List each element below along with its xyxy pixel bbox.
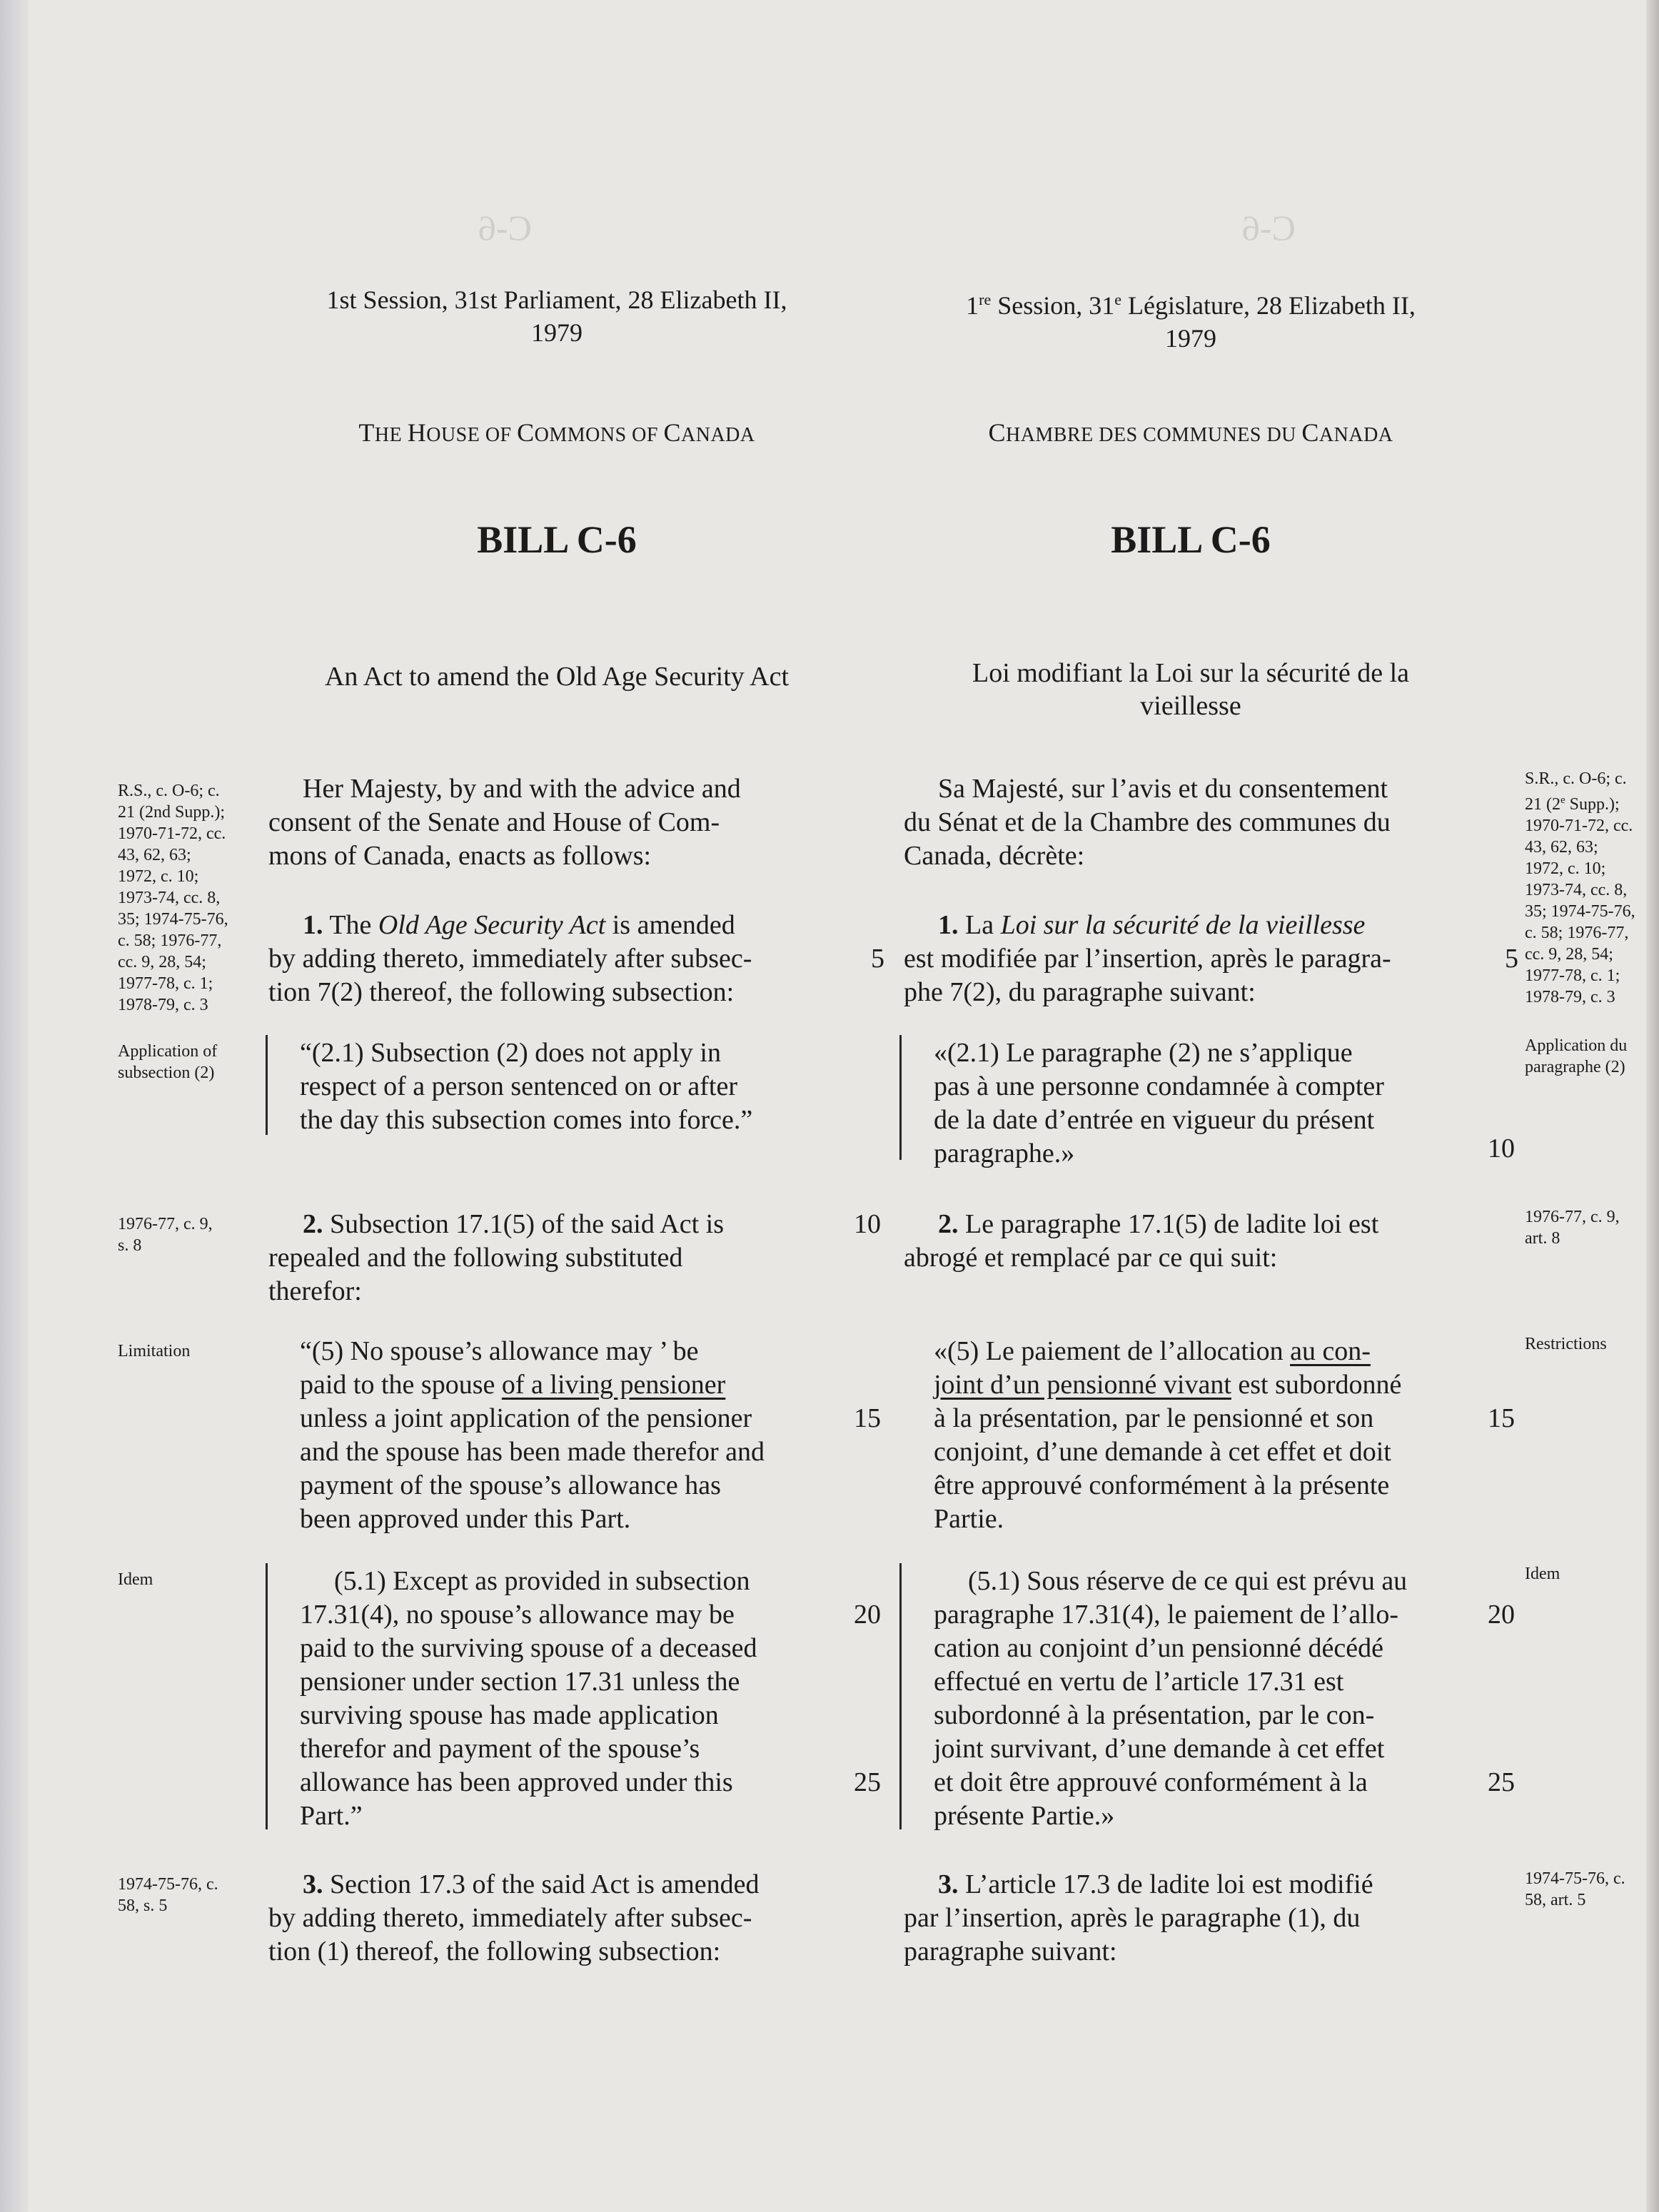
line-number-10: 10 [854, 1209, 881, 1239]
english-section-1: 1. The Old Age Security Act is amended by adding thereto, immediately after subsec- tion 7(2) thereof, the following subsection: [268, 910, 752, 1007]
margin-note-limitation: Limitation [118, 1342, 191, 1360]
line-number-25: 25 [1488, 1767, 1515, 1797]
show-through-text: C-6 [1242, 208, 1296, 248]
margin-note-1976: 1976-77, c. 9, s. 8 [118, 1215, 213, 1255]
margin-note-1974-fr: 1974-75-76, c. 58, art. 5 [1525, 1869, 1625, 1909]
line-number-15: 15 [1488, 1403, 1515, 1433]
french-session [905, 283, 1476, 355]
english-section-2: 2. Subsection 17.1(5) of the said Act is repealed and the following substituted therefor: [268, 1209, 724, 1306]
english-underlined-phrase: of a living pensioner [501, 1370, 726, 1400]
french-amendment-bar [899, 1035, 902, 1160]
french-enacting-clause: Sa Majesté, sur l’avis et du consentement du Sénat et de la Chambre des communes du Canada, décrète: [904, 774, 1391, 871]
english-subsection-5: “(5) No spouse’s allowance may ’ be paid to the spouse of a living pensioner unless a joint application of the pensioner and the spouse has been made therefor and payment of the spouse’s allowance has been approved under this Part. [300, 1336, 765, 1534]
french-amendment-bar [899, 1563, 902, 1829]
margin-note-restrictions: Restrictions [1525, 1335, 1607, 1353]
french-section-3: 3. L’article 17.3 de ladite loi est modifié par l’insertion, après le paragraphe (1), du paragraphe suivant: [904, 1869, 1373, 1966]
english-subsection-5-1: (5.1) Except as provided in subsection 17.31(4), no spouse’s allowance may be paid to the surviving spouse of a deceased pensioner under section 17.31 unless the surviving spouse has made application therefor and payment of the spouse’s allowance has been approved under this Part.” [300, 1566, 757, 1831]
french-subsection-5: «(5) Le paiement de l’allocation au con- joint d’un pensionné vivant est subordonné à la présentation, par le pensionné et son conjoint, d’une demande à cet effet et doit être approuvé conformément à la présente Partie. [934, 1336, 1402, 1534]
line-number-5: 5 [871, 944, 884, 974]
english-amendment-bar [266, 1035, 268, 1135]
margin-note-idem-fr: Idem [1525, 1565, 1560, 1583]
line-number-15: 15 [854, 1403, 881, 1433]
line-number-20: 20 [854, 1600, 881, 1630]
show-through-text: C-6 [478, 208, 532, 248]
french-bill-number: BILL C-6 [1111, 518, 1271, 561]
french-session-line1: 1re Session, 31e Législature, 28 Elizabeth II, [966, 291, 1416, 320]
french-section-1: 1. La Loi sur la sécurité de la vieillesse est modifiée par l’insertion, après le paragra- phe 7(2), du paragraphe suivant: [904, 910, 1391, 1007]
english-session-line1: 1st Session, 31st Parliament, 28 Elizabeth II, [326, 286, 787, 314]
french-subsection-2-1: «(2.1) Le paragraphe (2) ne s’applique pas à une personne condamnée à compter de la date d’entrée en vigueur du présent paragraphe.» [934, 1038, 1384, 1168]
english-bill-number: BILL C-6 [477, 518, 637, 561]
french-house-name: CHAMBRE DES COMMUNES DU CANADA [988, 418, 1393, 447]
margin-note-application: Application of subsection (2) [118, 1042, 218, 1082]
margin-note-idem: Idem [118, 1570, 153, 1589]
english-section-3: 3. Section 17.3 of the said Act is amended by adding thereto, immediately after subsec- tion (1) thereof, the following subsection: [268, 1869, 760, 1966]
english-subsection-2-1: “(2.1) Subsection (2) does not apply in respect of a person sentenced on or after the day this subsection comes into force.” [300, 1038, 753, 1135]
line-number-25: 25 [854, 1767, 881, 1797]
english-session-year: 1979 [531, 318, 583, 347]
margin-note-1974: 1974-75-76, c. 58, s. 5 [118, 1875, 218, 1915]
english-session [271, 283, 842, 349]
margin-note-application-fr: Application du paragraphe (2) [1525, 1036, 1628, 1076]
french-subsection-5-1: (5.1) Sous réserve de ce qui est prévu au paragraphe 17.31(4), le paiement de l’allo- cation au conjoint d’un pensionné décédé effectué en vertu de l’article 17.31 est subordonné à la présentation, par le con- joint survivant, d’une demande à cet effet et doit être approuvé conformément à la présente Partie.» [934, 1566, 1408, 1831]
page-binding-shadow [0, 0, 29, 2212]
line-number-5: 5 [1505, 944, 1518, 974]
english-house-name: THE HOUSE OF COMMONS OF CANADA [358, 418, 755, 447]
english-enacting-clause: Her Majesty, by and with the advice and consent of the Senate and House of Com- mons of Canada, enacts as follows: [268, 774, 741, 871]
french-underlined-phrase: au con- [1290, 1336, 1371, 1366]
margin-note-sr: S.R., c. O-6; c. 21 (2e Supp.); 1970-71-72, cc. 43, 62, 63; 1972, c. 10; 1973-74, cc. 8, 35; 1974-75-76, c. 58; 1976-77, cc. 9, 28, 54; 1977-78, c. 1; 1978-79, c. 3 [1525, 769, 1635, 1006]
french-session-year: 1979 [1165, 324, 1216, 353]
english-bill-title: An Act to amend the Old Age Security Act [324, 662, 790, 692]
line-number-10: 10 [1488, 1133, 1515, 1163]
line-number-20: 20 [1488, 1600, 1515, 1630]
french-underlined-phrase: joint d’un pensionné vivant [934, 1370, 1231, 1400]
margin-note-rs: R.S., c. O-6; c. 21 (2nd Supp.); 1970-71-72, cc. 43, 62, 63; 1972, c. 10; 1973-74, cc. 8, 35; 1974-75-76, c. 58; 1976-77, cc. 9, 28, 54; 1977-78, c. 1; 1978-79, c. 3 [118, 782, 228, 1014]
margin-note-1976-fr: 1976-77, c. 9, art. 8 [1525, 1208, 1620, 1248]
french-bill-title: Loi modifiant la Loi sur la sécurité de la vieillesse [972, 658, 1410, 721]
french-section-2: 2. Le paragraphe 17.1(5) de ladite loi est abrogé et remplacé par ce qui suit: [904, 1209, 1379, 1273]
english-amendment-bar [266, 1563, 268, 1829]
